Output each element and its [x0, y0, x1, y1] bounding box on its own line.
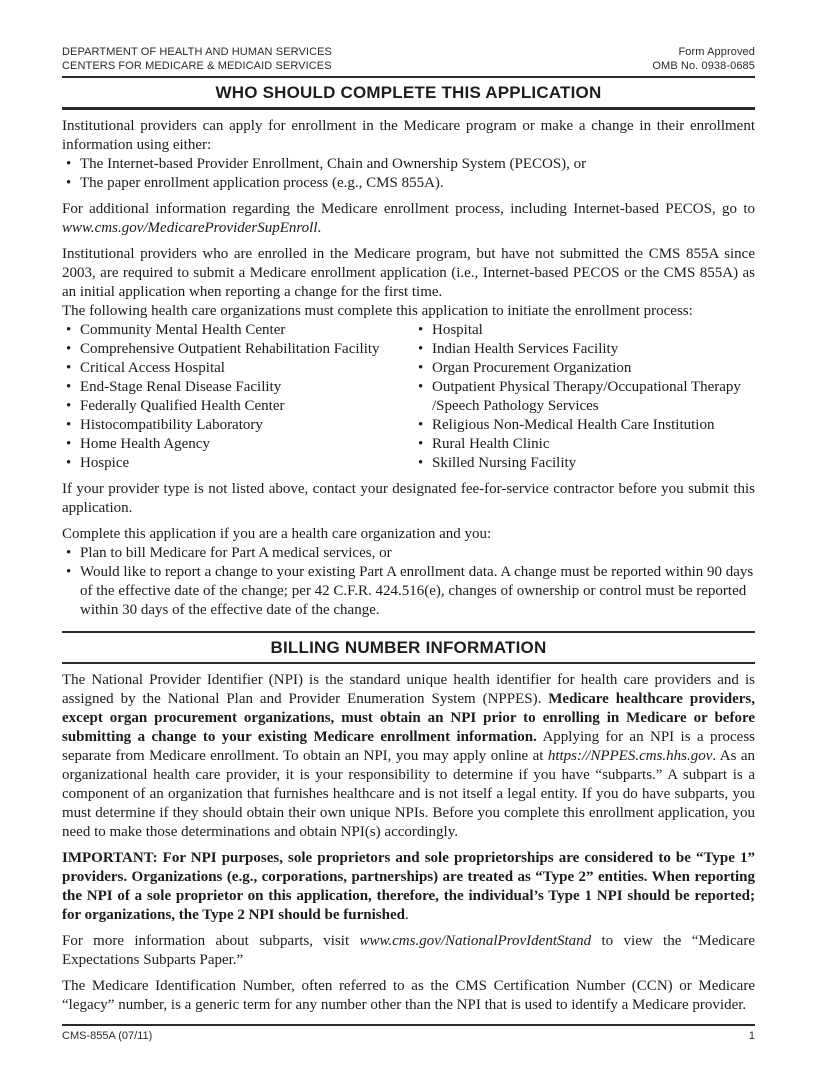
- agency-line-2: CENTERS FOR MEDICARE & MEDICAID SERVICES: [62, 59, 332, 72]
- list-item: • Community Mental Health Center: [62, 321, 414, 340]
- organization-lists: [62, 321, 755, 473]
- list-item: • Home Health Agency: [62, 435, 414, 454]
- organization-list-right: [414, 321, 755, 473]
- title-divider: [62, 107, 755, 110]
- important-paragraph: IMPORTANT: For NPI purposes, sole proprietors and sole proprietorships are considered to be “Type 1” providers. Organizations (e.g., corporations, partnerships) are treated as “Type 2” entities. When reporting the NPI of a sole proprietor on this application, therefore, the individual’s Type 1 NPI should be reported; for organizations, the Type 2 NPI should be furnished.: [62, 850, 755, 923]
- omb-number: OMB No. 0938-0685: [652, 59, 755, 72]
- form-header: [62, 46, 755, 73]
- organization-list-left: [62, 321, 414, 473]
- npi-paragraph: The National Provider Identifier (NPI) is the standard unique health identifier for health care providers and is assigned by the National Plan and Provider Enumeration System (NPPES). Medicare healthcare providers, except organ procurement organizations, must obtain an NPI prior to enrolling in Medicare or before submitting a change to your existing Medicare enrollment information. Applying for an NPI is a process separate from Medicare enrollment. To obtain an NPI, you may apply online at https://NPPES.cms.hhs.gov. As an organizational health care provider, it is your responsibility to determine if you have “subparts.” A subpart is a component of an organization that furnishes healthcare and is not itself a legal entity. If you do have subparts, you must determine if they should obtain their own unique NPIs. Before you complete this enrollment application, you need to make those determinations and obtain NPI(s) accordingly.: [62, 672, 755, 840]
- list-item: • Hospice: [62, 454, 414, 473]
- list-item: • Religious Non-Medical Health Care Institution: [414, 416, 755, 435]
- enrollment-methods-list: [62, 155, 755, 193]
- list-item: • Outpatient Physical Therapy/Occupational Therapy /Speech Pathology Services: [414, 378, 755, 416]
- list-item: • Organ Procurement Organization: [414, 359, 755, 378]
- list-item: • Skilled Nursing Facility: [414, 454, 755, 473]
- list-item: • Histocompatibility Laboratory: [62, 416, 414, 435]
- agency-block: [62, 46, 332, 73]
- ccn-paragraph: The Medicare Identification Number, often referred to as the CMS Certification Number (CCN) or Medicare “legacy” number, is a generic term for any number other than the NPI that is used to identify a Medicare provider.: [62, 978, 755, 1013]
- list-item: • Comprehensive Outpatient Rehabilitation Facility: [62, 340, 414, 359]
- page-number: 1: [748, 1030, 755, 1042]
- list-item: • Rural Health Clinic: [414, 435, 755, 454]
- agency-line-1: DEPARTMENT OF HEALTH AND HUMAN SERVICES: [62, 46, 332, 58]
- list-item: • Hospital: [414, 321, 755, 340]
- footer-divider: [62, 1024, 755, 1026]
- form-number: CMS-855A (07/11): [62, 1030, 153, 1042]
- billing-section-heading: [62, 631, 755, 664]
- list-item: • Critical Access Hospital: [62, 359, 414, 378]
- complete-if-list: [62, 544, 755, 620]
- org-list-lead: The following health care organizations must complete this application to initiate the enrollment process:: [62, 303, 693, 319]
- form-approval-block: [652, 46, 755, 73]
- list-item: • Federally Qualified Health Center: [62, 397, 414, 416]
- complete-if-lead: Complete this application if you are a health care organization and you:: [62, 526, 492, 542]
- billing-bottom-divider: [62, 662, 755, 664]
- page-footer: [62, 1024, 755, 1042]
- list-item: • End-Stage Renal Disease Facility: [62, 378, 414, 397]
- section-title-who: WHO SHOULD COMPLETE THIS APPLICATION: [215, 83, 602, 102]
- form-approved-label: Form Approved: [678, 46, 755, 58]
- subparts-paragraph: For more information about subparts, visit www.cms.gov/NationalProvIdentStand to view the “Medicare Expectations Subparts Paper.”: [62, 933, 755, 968]
- intro-paragraph: Institutional providers can apply for enrollment in the Medicare program or make a change in their enrollment information using either:: [62, 118, 755, 153]
- enrolled-providers-paragraph: Institutional providers who are enrolled in the Medicare program, but have not submitted the CMS 855A since 2003, are required to submit a Medicare enrollment application (i.e., Internet-based PECOS or the CMS 855A) as an initial application when reporting a change for the first time.: [62, 246, 755, 300]
- list-item: • Indian Health Services Facility: [414, 340, 755, 359]
- section-title-billing: BILLING NUMBER INFORMATION: [270, 638, 547, 657]
- list-item: • Would like to report a change to your existing Part A enrollment data. A change must be reported within 90 days of the effective date of the change; per 42 C.F.R. 424.516(e), changes of ownership or control must be reported within 30 days of the effective date of the change.: [62, 563, 755, 620]
- list-item: • Plan to bill Medicare for Part A medical services, or: [62, 544, 755, 563]
- additional-info-paragraph: For additional information regarding the Medicare enrollment process, including Internet-based PECOS, go to www.cms.gov/MedicareProviderSupEnroll.: [62, 201, 755, 236]
- list-item: • The paper enrollment application process (e.g., CMS 855A).: [62, 174, 755, 193]
- list-item: • The Internet-based Provider Enrollment, Chain and Ownership System (PECOS), or: [62, 155, 755, 174]
- not-listed-paragraph: If your provider type is not listed above, contact your designated fee-for-service contractor before you submit this application.: [62, 481, 755, 516]
